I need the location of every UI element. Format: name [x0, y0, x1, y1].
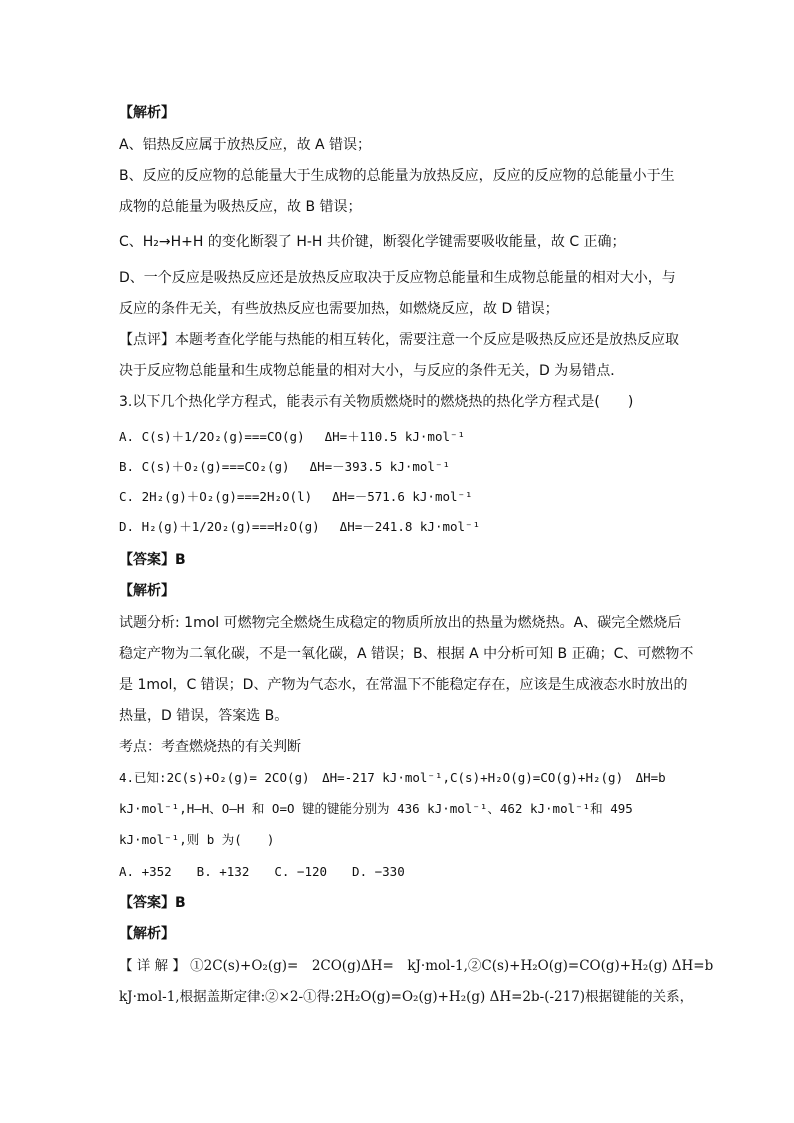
question-3-analysis-line-3: 是 1mol，C 错误；D、产物为气态水，在常温下不能稳定存在，应该是生成液态水时放出的 [119, 677, 688, 693]
analysis-line-b1: B、反应的反应物的总能量大于生成物的总能量为放热反应，反应的反应物的总能量小于生 [119, 168, 675, 184]
analysis-line-d1: D、一个反应是吸热反应还是放热反应取决于反应物总能量和生成物总能量的相对大小，与 [119, 270, 676, 286]
question-4-detail-line-2: kJ·mol-1,根据盖斯定律:②×2-①得:2H₂O(g)=O₂(g)+H₂(g) ΔH=2b-(-217)根据键能的关系， [119, 989, 694, 1005]
question-3-analysis-line-2: 稳定产物为二氧化碳，不是一氧化碳，A 错误；B、根据 A 中分析可知 B 正确；C、可燃物不 [119, 646, 694, 662]
question-4-stem-3: kJ·mol⁻¹,则 b 为( ) [119, 832, 275, 847]
question-4-detail-line-1: 【 详 解 】 ①2C(s)+O₂(g)= 2CO(g)ΔH= kJ·mol-1,②C(s)+H₂O(g)=CO(g)+H₂(g) ΔH=b [119, 958, 714, 974]
section-heading-analysis: 【解析】 [119, 105, 175, 121]
question-3-option-a: A. C(s)＋1/2O₂(g)===CO(g) ΔH=＋110.5 kJ·mol⁻¹ [119, 429, 466, 444]
question-3-option-c: C. 2H₂(g)＋O₂(g)===2H₂O(l) ΔH=－571.6 kJ·mol⁻¹ [119, 489, 473, 504]
question-4-stem-2: kJ·mol⁻¹,H—H、O—H 和 O=O 键的键能分别为 436 kJ·mol⁻¹、462 kJ·mol⁻¹和 495 [119, 801, 633, 816]
analysis-line-b2: 成物的总能量为吸热反应，故 B 错误； [119, 199, 362, 215]
question-3-analysis-line-1: 试题分析: 1mol 可燃物完全燃烧生成稳定的物质所放出的热量为燃烧热。A、碳完全燃烧后 [119, 615, 682, 631]
question-3-option-d: D. H₂(g)＋1/2O₂(g)===H₂O(g) ΔH=－241.8 kJ·mol⁻¹ [119, 519, 481, 534]
question-3-answer: 【答案】B [119, 552, 186, 568]
question-3-stem: 3.以下几个热化学方程式，能表示有关物质燃烧时的燃烧热的热化学方程式是( ) [119, 394, 634, 410]
analysis-line-d2: 反应的条件无关，有些放热反应也需要加热，如燃烧反应，故 D 错误； [119, 301, 559, 317]
analysis-line-c: C、H₂→H+H 的变化断裂了 H-H 共价键，断裂化学键需要吸收能量，故 C 正确； [119, 234, 626, 250]
question-4-answer: 【答案】B [119, 895, 186, 911]
question-3-analysis-heading: 【解析】 [119, 583, 175, 599]
question-4-options: A. +352 B. +132 C. −120 D. −330 [119, 864, 405, 879]
question-4-analysis-heading: 【解析】 [119, 926, 175, 942]
question-3-option-b: B. C(s)＋O₂(g)===CO₂(g) ΔH=－393.5 kJ·mol⁻¹ [119, 459, 450, 474]
question-4-stem-1: 4.已知:2C(s)+O₂(g)= 2CO(g) ΔH=-217 kJ·mol⁻¹,C(s)+H₂O(g)=CO(g)+H₂(g) ΔH=b [119, 770, 666, 785]
question-3-topic: 考点：考查燃烧热的有关判断 [119, 739, 301, 755]
question-3-analysis-line-4: 热量，D 错误，答案选 B。 [119, 708, 289, 724]
comment-line-1: 【点评】本题考查化学能与热能的相互转化，需要注意一个反应是吸热反应还是放热反应取 [119, 332, 679, 348]
analysis-line-a: A、铝热反应属于放热反应，故 A 错误； [119, 137, 372, 153]
comment-line-2: 决于反应物总能量和生成物总能量的相对大小，与反应的条件无关，D 为易错点． [119, 363, 625, 379]
